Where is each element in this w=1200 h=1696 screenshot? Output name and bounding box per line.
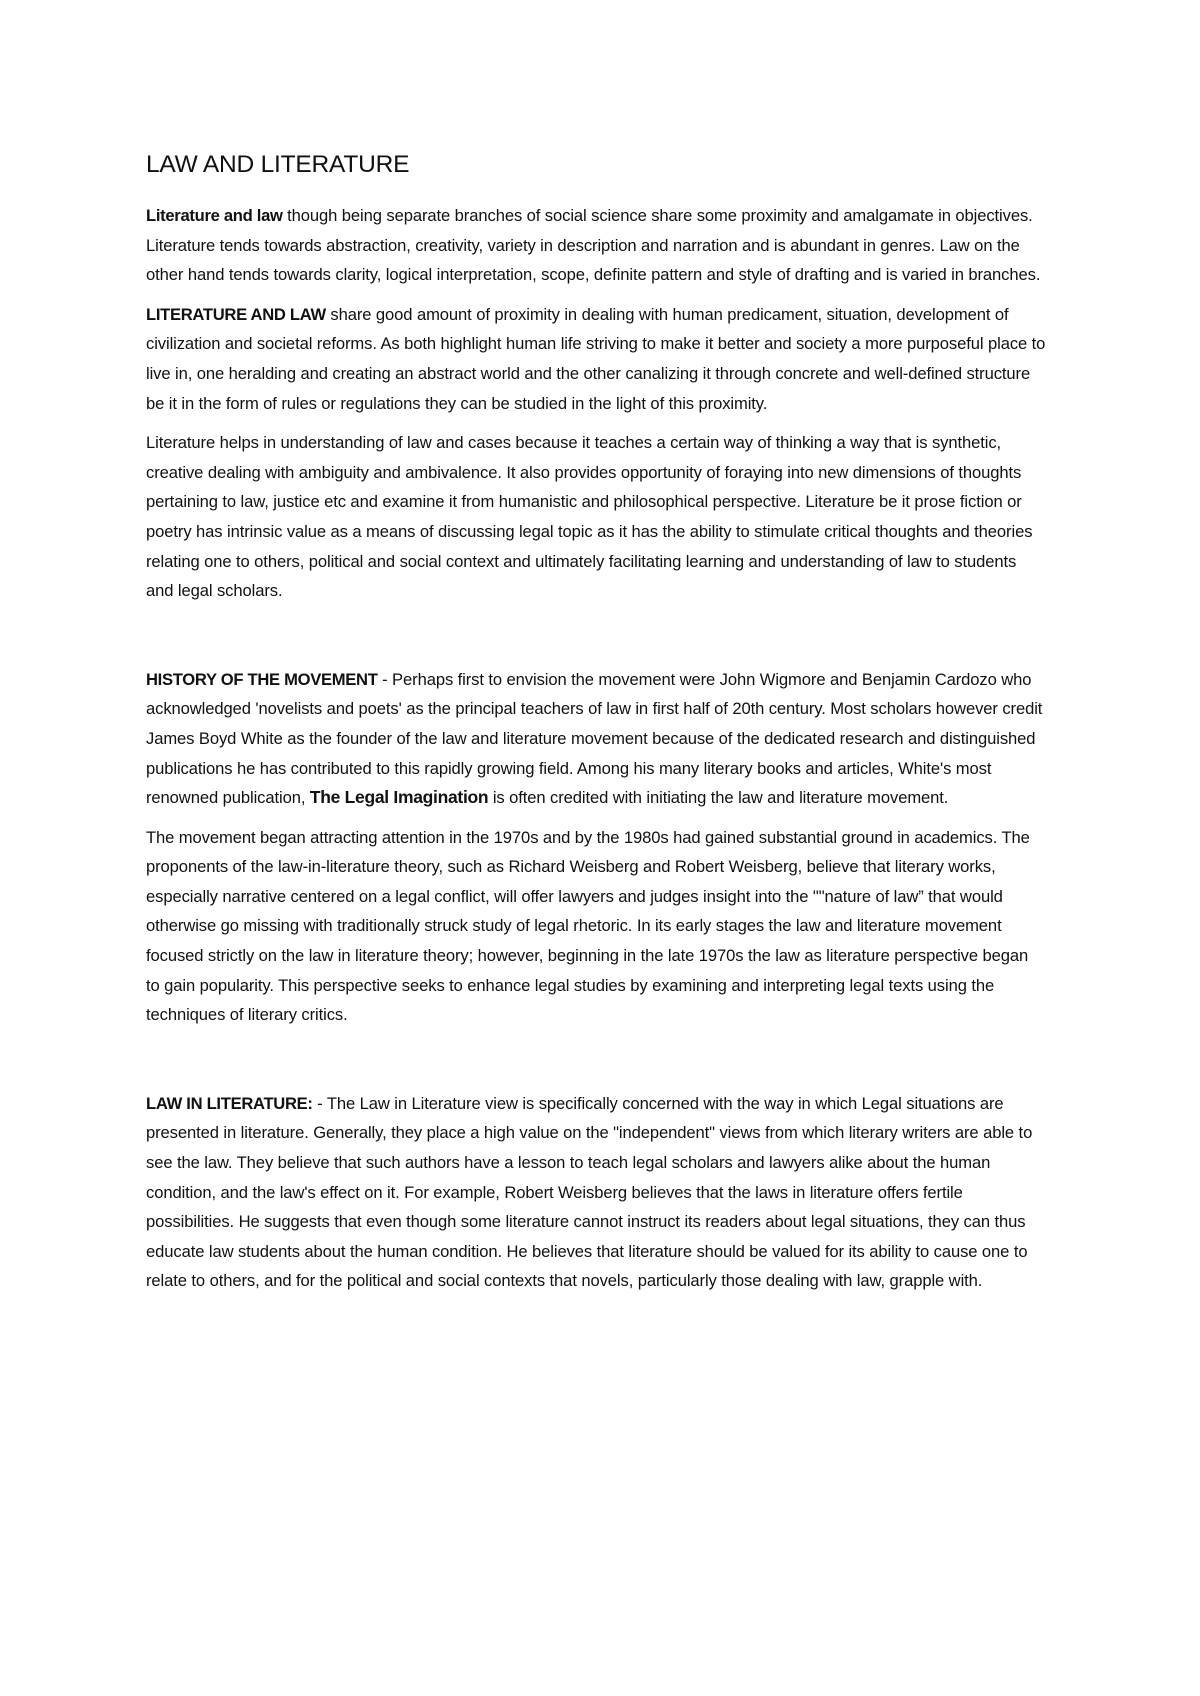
history-text-before: - Perhaps first to envision the movement were John Wigmore and Benjamin Cardozo who acknowledged 'novelists and poets' as the principal teachers of law in first half of 20th century. Most scholars however credit James Boyd White as the founder of the law and literature movement because of the dedicated research and distinguished publications he has contributed to this rapidly growing field. Among his many literary books and articles, White's most renowned publication,: [146, 669, 1043, 808]
intro-paragraph: [146, 201, 1046, 290]
understanding-text: Literature helps in understanding of law and cases because it teaches a certain way of thinking a way that is synthetic, creative dealing with ambiguity and ambivalence. It also provides opportunity of foraying into new dimensions of thoughts pertaining to law, justice etc and examine it from humanistic and philosophical perspective. Literature be it prose fiction or poetry has intrinsic value as a means of discussing legal topic as it has the ability to stimulate critical thoughts and theories relating one to others, political and social context and ultimately facilitating learning and understanding of law to students and legal scholars.: [146, 433, 1033, 601]
history-text-after: is often credited with initiating the law and literature movement.: [488, 788, 949, 808]
history-paragraph: [146, 665, 1046, 813]
document-title: LAW AND LITERATURE: [146, 151, 410, 178]
document-page: [146, 150, 1046, 1306]
understanding-paragraph: [146, 428, 1046, 606]
section-gap: [146, 616, 1046, 665]
intro-lead: Literature and law: [146, 206, 283, 225]
law-in-literature-heading: LAW IN LITERATURE:: [146, 1093, 313, 1113]
section-gap: [146, 1040, 1046, 1089]
intro-text: though being separate branches of social science share some proximity and amalgamate in objectives. Literature tends towards abstraction, creativity, variety in description and narration and is abundant in genres. Law on the other hand tends towards clarity, logical interpretation, scope, definite pattern and style of drafting and is varied in branches.: [146, 206, 1041, 285]
proximity-text: share good amount of proximity in dealing with human predicament, situation, development of civilization and societal reforms. As both highlight human life striving to make it better and society a more purposeful place to live in, one heralding and creating an abstract world and the other canalizing it through concrete and well-defined structure be it in the form of rules or regulations they can be studied in the light of this proximity.: [146, 304, 1046, 413]
proximity-lead: LITERATURE AND LAW: [146, 304, 326, 324]
law-in-literature-text: - The Law in Literature view is specifically concerned with the way in which Legal situations are presented in literature. Generally, they place a high value on the "independent" views from which literary writers are able to see the law. They believe that such authors have a lesson to teach legal scholars and lawyers alike about the human condition, and the law's effect on it. For example, Robert Weisberg believes that the laws in literature offers fertile possibilities. He suggests that even though some literature cannot instruct its readers about legal situations, they can thus educate law students about the human condition. He believes that literature should be valued for its ability to cause one to relate to others, and for the political and social contexts that novels, particularly those dealing with law, grapple with.: [146, 1093, 1033, 1291]
history-heading: HISTORY OF THE MOVEMENT: [146, 669, 378, 689]
movement-paragraph: [146, 823, 1046, 1030]
movement-text: The movement began attracting attention in the 1970s and by the 1980s had gained substantial ground in academics. The proponents of the law-in-literature theory, such as Richard Weisberg and Robert Weisberg, believe that literary works, especially narrative centered on a legal conflict, will offer lawyers and judges insight into the ""nature of law” that would otherwise go missing with traditionally struck study of legal rhetoric. In its early stages the law and literature movement focused strictly on the law in literature theory; however, beginning in the late 1970s the law as literature perspective began to gain popularity. This perspective seeks to enhance legal studies by examining and interpreting legal texts using the techniques of literary critics.: [146, 827, 1030, 1025]
book-title: The Legal Imagination: [309, 787, 489, 808]
proximity-paragraph: [146, 300, 1046, 418]
law-in-literature-paragraph: [146, 1089, 1046, 1296]
